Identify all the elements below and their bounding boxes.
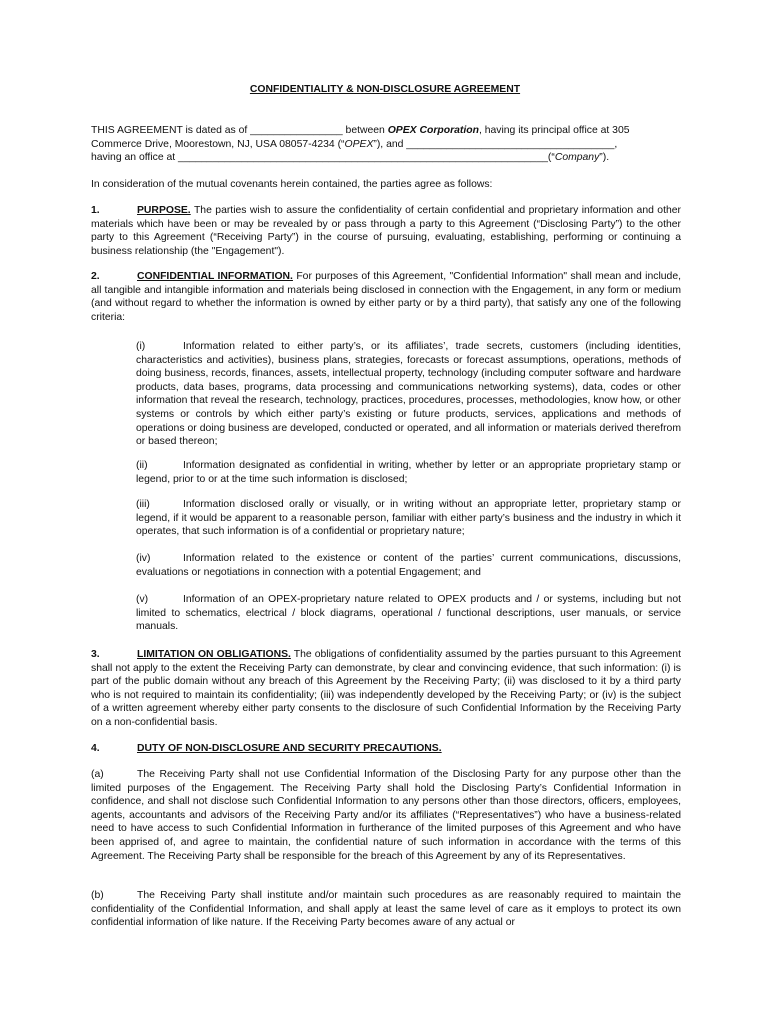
section-number: 3. xyxy=(91,649,100,660)
intro-line-2: Commerce Drive, Moorestown, NJ, USA 08057-4234 (“OPEX”), and ____________________________________, xyxy=(91,138,618,150)
intro-paragraph xyxy=(91,124,691,165)
paragraph-label: (a) xyxy=(91,769,104,780)
paragraph-label: (b) xyxy=(91,890,104,901)
section-number: 1. xyxy=(91,205,100,216)
paragraph-text: The Receiving Party shall institute and/or maintain such procedures as are reasonably required to maintain the confidentiality of the Confidential Information, and shall apply at least the same level of care as it employs to protect its own confidential information of like nature. If the Receiving Party becomes aware of any actual or xyxy=(91,890,681,929)
document-title: CONFIDENTIALITY & NON-DISCLOSURE AGREEMENT xyxy=(249,84,521,95)
section-body: The obligations of confidentiality assumed by the parties pursuant to this Agreement shall not apply to the extent the Receiving Party can demonstrate, by clear and convincing evidence, that such information: (i) is part of the public domain without any breach of this Agreement by the Receiving Party; (ii) was disclosed to it by a third party who is not required to maintain its confidentiality; (iii) was independently developed by the Receiving Party; or (iv) is the subject of a written agreement whereby either party consents to the disclosure of such Confidential Information by the Receiving Party on a non-confidential basis. xyxy=(91,649,681,728)
list-item-iv xyxy=(136,552,681,579)
section-2-confidential-information xyxy=(91,270,681,324)
section-heading: CONFIDENTIAL INFORMATION. xyxy=(137,271,293,282)
paragraph-text: The Receiving Party shall not use Confidential Information of the Disclosing Party for any purpose other than the limited purposes of the Engagement. The Receiving Party shall hold the Disclosing Party’s Confidential Information in confidence, and shall not disclose such Confidential Information to any persons other than those directors, officers, employees, agents, accountants and advisors of the Receiving Party and/or its affiliates (“Representatives”) who have a business-related need to have access to such Confidential Information in furtherance of the limited purposes of this Agreement and who have been apprised of, and agree to maintain, the confidential nature of such information in accordance with the terms of this Agreement. The Receiving Party shall be responsible for the breach of this Agreement by any of its Representatives. xyxy=(91,769,681,862)
section-1-purpose xyxy=(91,204,681,258)
consideration-paragraph: In consideration of the mutual covenants herein contained, the parties agree as follows: xyxy=(91,179,493,190)
list-item-ii xyxy=(136,459,681,486)
list-item-v xyxy=(136,593,681,634)
section-heading: PURPOSE. xyxy=(137,205,191,216)
section-heading: DUTY OF NON-DISCLOSURE AND SECURITY PRECAUTIONS. xyxy=(137,743,442,754)
list-item-number: (iii) xyxy=(136,499,150,510)
section-4-paragraph-a xyxy=(91,768,681,863)
list-item-number: (ii) xyxy=(136,460,148,471)
section-number: 4. xyxy=(91,743,100,754)
list-item-text: Information of an OPEX-proprietary nature related to OPEX products and / or systems, including but not limited to schematics, electrical / block diagrams, operational / functional descriptions, user manuals, or service manuals. xyxy=(136,594,681,633)
list-item-text: Information related to the existence or content of the parties’ current communications, discussions, evaluations or negotiations in connection with a potential Engagement; and xyxy=(136,553,681,578)
section-heading: LIMITATION ON OBLIGATIONS. xyxy=(137,649,291,660)
list-item-text: Information disclosed orally or visually, or in writing without an appropriate letter, proprietary stamp or legend, if it would be apparent to a reasonable person, familiar with either party’s business and the industry in which it operates, that such information is of a confidential or proprietary nature; xyxy=(136,499,681,538)
list-item-i xyxy=(136,340,681,449)
list-item-iii xyxy=(136,498,681,539)
intro-line-1: THIS AGREEMENT is dated as of ________________ between OPEX Corporation, having its principal office at 305 xyxy=(91,125,630,136)
list-item-text: Information designated as confidential in writing, whether by letter or an appropriate proprietary stamp or legend, prior to or at the time such information is disclosed; xyxy=(136,460,681,485)
section-number: 2. xyxy=(91,271,100,282)
section-body: For purposes of this Agreement, "Confidential Information" shall mean and include, all tangible and intangible information and materials being disclosed in connection with the Engagement, in any form or medium (and without regard to whether the information is owned by either party or by a third party), that satisfy any one of the following criteria: xyxy=(91,271,681,323)
list-item-number: (iv) xyxy=(136,553,151,564)
list-item-text: Information related to either party’s, or its affiliates’, trade secrets, customers (including identities, characteristics and activities), business plans, strategies, forecasts or forecast assumptions, operations, methods of doing business, records, finances, assets, intellectual property, technology (including computer software and hardware products, data bases, programs, data processing and communications networking systems), data, codes or other information that reveal the research, technology, practices, procedures, processes, methodologies, know how, or other systems or controls by which either party’s existing or future products, services, applications and methods of operations or doing business are developed, conducted or operated, and all information or materials derived therefrom or based thereon; xyxy=(136,341,681,448)
list-item-number: (v) xyxy=(136,594,149,605)
list-item-number: (i) xyxy=(136,341,146,352)
section-body: The parties wish to assure the confidentiality of certain confidential and proprietary information and other materials which have been or may be revealed by or pass through a party to this Agreement (“Disclosing Party”) to the other party to this Agreement (“Receiving Party”) in the course of pursuing, evaluating, establishing, performing or continuing a business relationship (the "Engagement"). xyxy=(91,205,681,257)
opex-party-name: OPEX Corporation xyxy=(387,125,479,136)
intro-line-3: having an office at ________________________________________________________________(“Company”). xyxy=(91,152,610,164)
section-3-limitation-on-obligations xyxy=(91,648,681,730)
section-4-paragraph-b xyxy=(91,889,681,930)
section-4-duty-heading xyxy=(91,742,681,756)
